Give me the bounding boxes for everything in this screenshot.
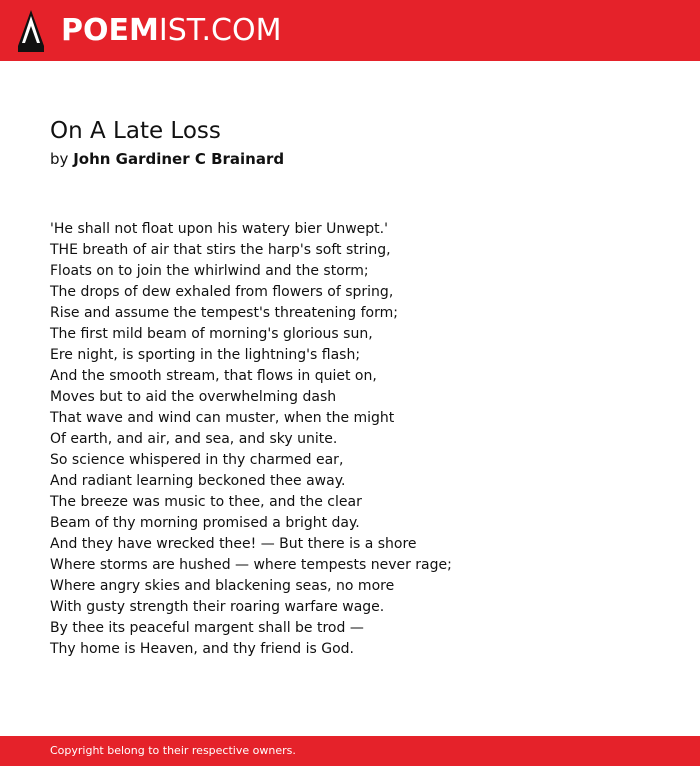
poem-line: That wave and wind can muster, when the might <box>50 410 395 426</box>
brand-light: IST.COM <box>158 13 282 48</box>
poem-line: Thy home is Heaven, and thy friend is God. <box>50 641 354 657</box>
poem-line: Where angry skies and blackening seas, no more <box>50 578 395 594</box>
brand-bold: POEM <box>61 13 159 48</box>
poem-line: Floats on to join the whirlwind and the storm; <box>50 263 369 279</box>
poem-line: Ere night, is sporting in the lightning's flash; <box>50 347 361 363</box>
poem-line: The breeze was music to thee, and the clear <box>50 494 362 510</box>
poem-line: Of earth, and air, and sea, and sky unite. <box>50 431 338 447</box>
poem-line: 'He shall not float upon his watery bier Unwept.' <box>50 221 388 237</box>
poem-title: On A Late Loss <box>50 118 221 144</box>
site-logo-text[interactable] <box>61 11 281 51</box>
poem-line: So science whispered in thy charmed ear, <box>50 452 344 468</box>
byline <box>50 148 284 170</box>
author-name: John Gardiner C Brainard <box>73 150 285 168</box>
poem-body <box>50 219 670 660</box>
poem-line: THE breath of air that stirs the harp's soft string, <box>50 242 391 258</box>
poem-line: The first mild beam of morning's glorious sun, <box>50 326 373 342</box>
poem-line: By thee its peaceful margent shall be trod — <box>50 620 364 636</box>
poem-line: With gusty strength their roaring warfare wage. <box>50 599 385 615</box>
poem-line: And the smooth stream, that flows in quiet on, <box>50 368 377 384</box>
copyright-text: Copyright belong to their respective owners. <box>50 744 296 757</box>
pencil-tip-icon[interactable] <box>18 10 44 52</box>
poem-line: The drops of dew exhaled from flowers of spring, <box>50 284 394 300</box>
poem-line: Moves but to aid the overwhelming dash <box>50 389 337 405</box>
poem-line: And radiant learning beckoned thee away. <box>50 473 346 489</box>
site-header <box>0 0 700 61</box>
poem-line: Where storms are hushed — where tempests never rage; <box>50 557 452 573</box>
site-footer <box>0 736 700 766</box>
poem-line: Beam of thy morning promised a bright day. <box>50 515 360 531</box>
poem-line: Rise and assume the tempest's threatening form; <box>50 305 398 321</box>
by-prefix: by <box>50 150 69 168</box>
poem-line: And they have wrecked thee! — But there is a shore <box>50 536 417 552</box>
